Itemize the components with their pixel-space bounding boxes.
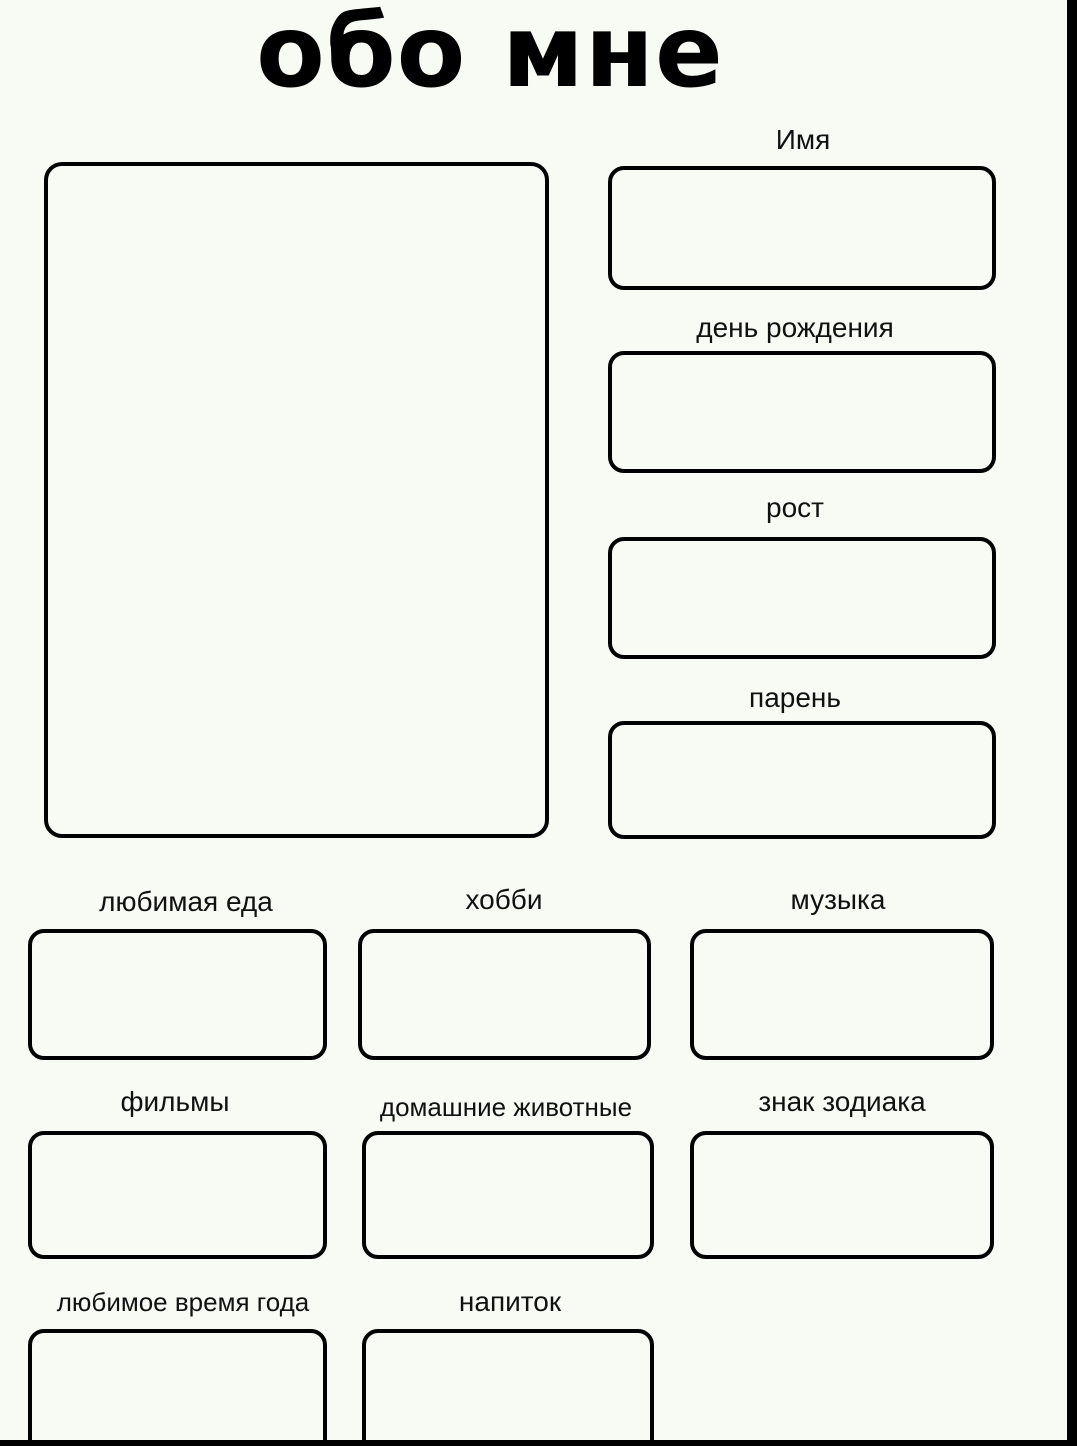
movies-field[interactable] [28,1131,327,1259]
zodiac-field[interactable] [690,1131,994,1259]
favorite-food-label: любимая еда [99,886,273,917]
movies-label: фильмы [120,1086,230,1117]
pets-label: домашние животные [379,1092,633,1122]
drink-label: напиток [458,1286,562,1317]
name-label: Имя [775,124,831,155]
boyfriend-field[interactable] [608,721,996,839]
height-label: рост [766,492,824,523]
photo-frame[interactable] [44,162,549,838]
favorite-season-label: любимое время года [56,1287,310,1317]
birthday-field[interactable] [608,351,996,473]
music-label: музыка [790,884,886,915]
zodiac-label: знак зодиака [758,1086,926,1117]
favorite-season-field[interactable] [28,1329,327,1440]
pets-field[interactable] [362,1131,654,1259]
page-title: обо мне [256,0,724,110]
drink-field[interactable] [362,1329,654,1440]
favorite-food-field[interactable] [28,929,327,1060]
boyfriend-label: парень [749,682,841,713]
height-field[interactable] [608,537,996,659]
music-field[interactable] [690,929,994,1060]
name-field[interactable] [608,166,996,290]
birthday-label: день рождения [696,312,894,343]
hobby-label: хобби [465,884,543,915]
hobby-field[interactable] [358,929,651,1060]
